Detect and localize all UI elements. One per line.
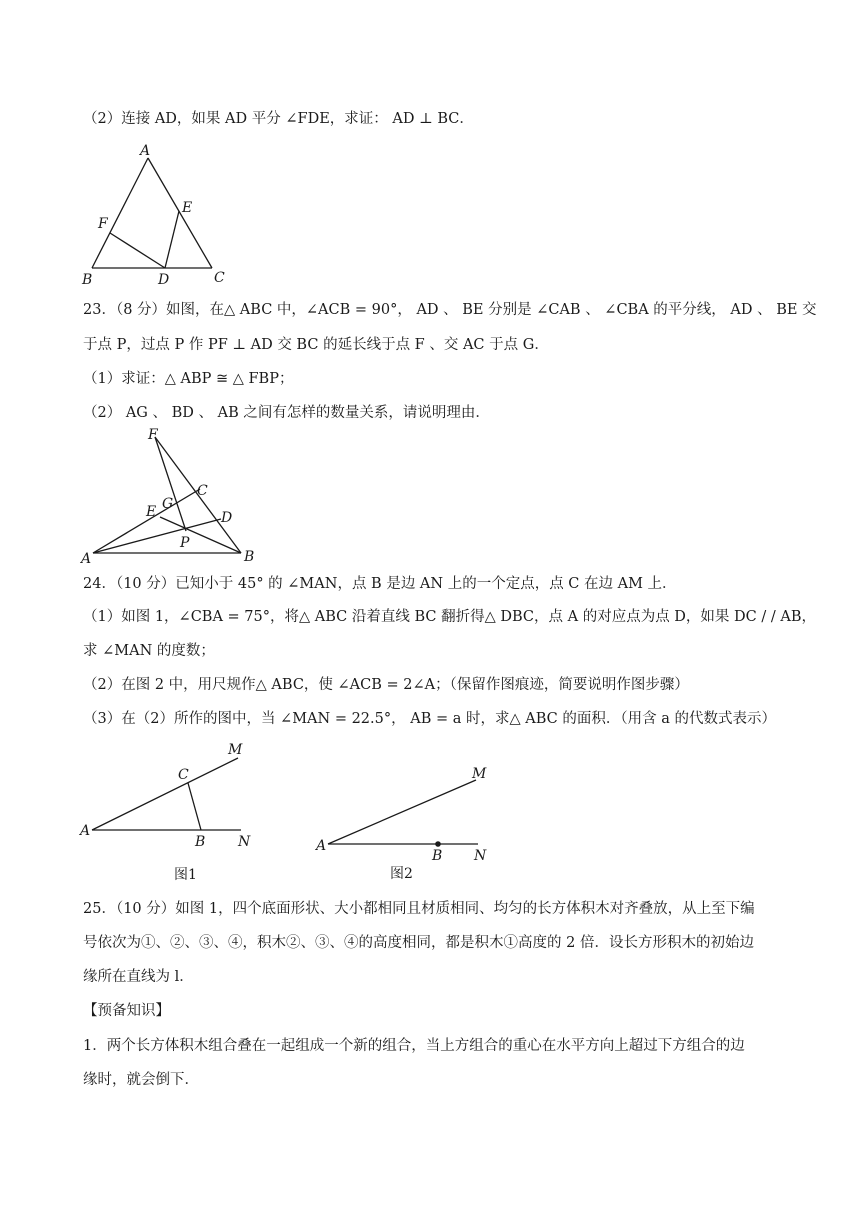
q25-point1-line1: 1．两个长方体积木组合叠在一起组成一个新的组合，当上方组合的重心在水平方向上超过下方组合的边 [83, 1038, 745, 1054]
q23-label-P: P [180, 535, 190, 551]
q24-fig1-label-A: A [80, 823, 91, 839]
q24-part1-line1: （1）如图 1，∠CBA = 75°，将△ ABC 沿着直线 BC 翻折得△ DBC，点 A 的对应点为点 D，如果 DC / / AB， [83, 609, 816, 625]
q24-fig2-label-N: N [474, 848, 487, 864]
q24-fig2-label-B: B [432, 848, 443, 864]
q24-fig1-label-M: M [228, 742, 243, 758]
q23-part2: （2） AG 、 BD 、 AB 之间有怎样的数量关系，请说明理由． [83, 405, 490, 421]
q25-stem-line1: 25．（10 分）如图 1，四个底面形状、大小都相同且材质相同、均匀的长方体积木对齐叠放，从上至下编 [83, 901, 755, 917]
q23-label-B: B [244, 549, 255, 565]
q22-label-A: A [140, 143, 151, 159]
q23-label-E: E [146, 504, 157, 520]
q24-figure-2 [310, 760, 510, 885]
q23-stem-line1: 23．（8 分）如图，在△ ABC 中，∠ACB = 90°， AD 、 BE 分别是 ∠CAB 、 ∠CBA 的平分线， AD 、 BE 交 [83, 302, 817, 318]
q24-stem: 24．（10 分）已知小于 45° 的 ∠MAN，点 B 是边 AN 上的一个定点，点 C 在边 AM 上． [83, 576, 677, 592]
q22-label-C: C [214, 270, 225, 286]
q23-figure [78, 425, 268, 570]
q23-label-A: A [81, 551, 92, 567]
q23-label-C: C [197, 483, 208, 499]
q25-section-title: 【预备知识】 [83, 1003, 170, 1019]
q25-stem-line2: 号依次为①、②、③、④，积木②、③、④的高度相同，都是积木①高度的 2 倍．设长方形积木的初始边 [83, 935, 754, 951]
q22-label-F: F [98, 216, 108, 232]
q24-fig1-label-N: N [238, 834, 251, 850]
q24-fig1-caption: 图1 [174, 867, 197, 883]
q24-figure-1 [78, 735, 268, 885]
q25-stem-line3: 缘所在直线为 l． [83, 969, 194, 985]
q24-part3: （3）在（2）所作的图中，当 ∠MAN = 22.5°， AB = a 时，求△ ABC 的面积．（用含 a 的代数式表示） [83, 711, 776, 727]
q24-part1-line2: 求 ∠MAN 的度数； [83, 643, 215, 659]
q22-label-D: D [158, 272, 170, 288]
q24-fig2-caption: 图2 [390, 866, 413, 882]
q25-point1-line2: 缘时，就会倒下． [83, 1072, 199, 1088]
q24-fig1-label-C: C [178, 767, 189, 783]
q23-label-G: G [162, 496, 174, 512]
q24-fig2-label-A: A [316, 838, 327, 854]
q24-fig2-point-B [435, 841, 441, 847]
q24-part2: （2）在图 2 中，用尺规作△ ABC，使 ∠ACB = 2∠A；（保留作图痕迹，简要说明作图步骤） [83, 677, 689, 693]
q22-label-E: E [182, 200, 193, 216]
q22-part2: （2）连接 AD，如果 AD 平分 ∠FDE，求证： AD ⊥ BC． [83, 111, 474, 127]
q22-label-B: B [82, 272, 93, 288]
q23-label-D: D [221, 510, 233, 526]
q24-fig2-label-M: M [472, 766, 487, 782]
q23-label-F: F [148, 427, 158, 443]
q22-triangle-figure [78, 140, 238, 290]
q23-stem-line2: 于点 P，过点 P 作 PF ⊥ AD 交 BC 的延长线于点 F 、交 AC 于点 G． [83, 337, 549, 353]
q24-fig1-label-B: B [195, 834, 206, 850]
q23-part1: （1）求证：△ ABP ≅ △ FBP； [83, 371, 294, 387]
